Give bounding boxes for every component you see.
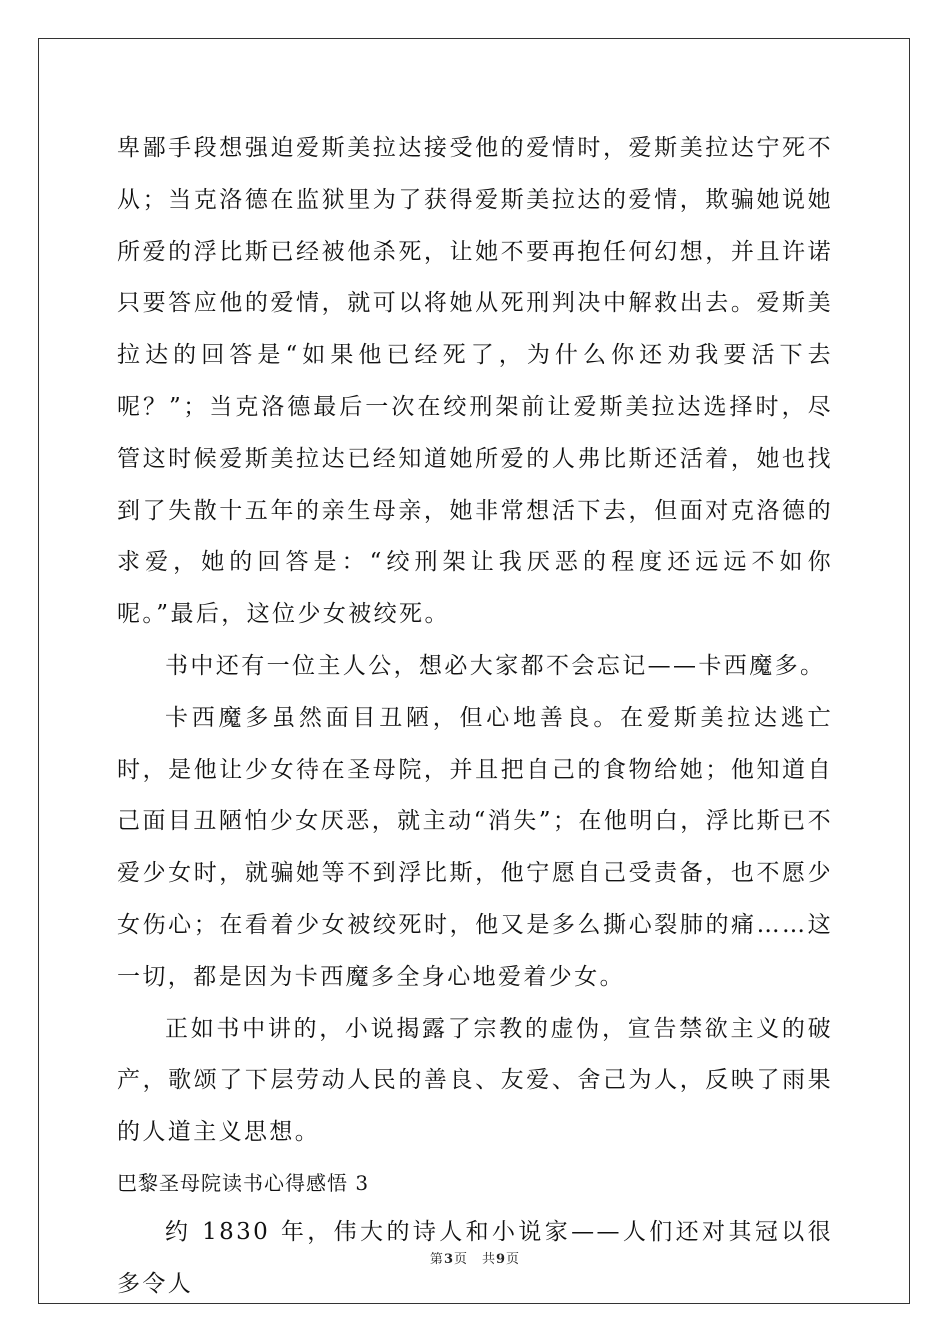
paragraph-3: 卡西魔多虽然面目丑陋，但心地善良。在爱斯美拉达逃亡时，是他让少女待在圣母院，并且把自己的食物给她；他知道自己面目丑陋怕少女厌恶，就主动“消失”；在他明白，浮比斯已不爱少女时，就骗她等不到浮比斯，他宁愿自己受责备，也不愿少女伤心；在看着少女被绞死时，他又是多么撕心裂肺的痛……这一切，都是因为卡西魔多全身心地爱着少女。 — [117, 704, 833, 990]
footer-total-pages: 9 — [496, 1252, 507, 1267]
page-footer — [0, 1248, 950, 1267]
document-body — [117, 123, 833, 1311]
paragraph-1: 卑鄙手段想强迫爱斯美拉达接受他的爱情时，爱斯美拉达宁死不从；当克洛德在监狱里为了获得爱斯美拉达的爱情，欺骗她说她所爱的浮比斯已经被他杀死，让她不要再抱任何幻想，并且许诺只要答应他的爱情，就可以将她从死刑判决中解救出去。爱斯美拉达的回答是“如果他已经死了，为什么你还劝我要活下去呢？”；当克洛德最后一次在绞刑架前让爱斯美拉达选择时，尽管这时候爱斯美拉达已经知道她所爱的人弗比斯还活着，她也找到了失散十五年的亲生母亲，她非常想活下去，但面对克洛德的求爱，她的回答是：“绞刑架让我厌恶的程度还远远不如你呢。”最后，这位少女被绞死。 — [117, 135, 833, 628]
paragraph-5: 约 1830 年，伟大的诗人和小说家——人们还对其冠以很多令人 — [117, 1218, 833, 1297]
footer-page-number: 3 — [443, 1252, 454, 1267]
paragraph-2: 书中还有一位主人公，想必大家都不会忘记——卡西魔多。 — [165, 652, 826, 679]
paragraph-4: 正如书中讲的，小说揭露了宗教的虚伪，宣告禁欲主义的破产，歌颂了下层劳动人民的善良、友爱、舍己为人，反映了雨果的人道主义思想。 — [117, 1015, 833, 1146]
footer-page-suffix: 页 — [506, 1252, 521, 1267]
footer-page-prefix: 第 — [429, 1252, 444, 1267]
section-heading: 巴黎圣母院读书心得感悟 3 — [117, 1170, 370, 1195]
footer-page-mid: 页 共 — [453, 1252, 496, 1267]
